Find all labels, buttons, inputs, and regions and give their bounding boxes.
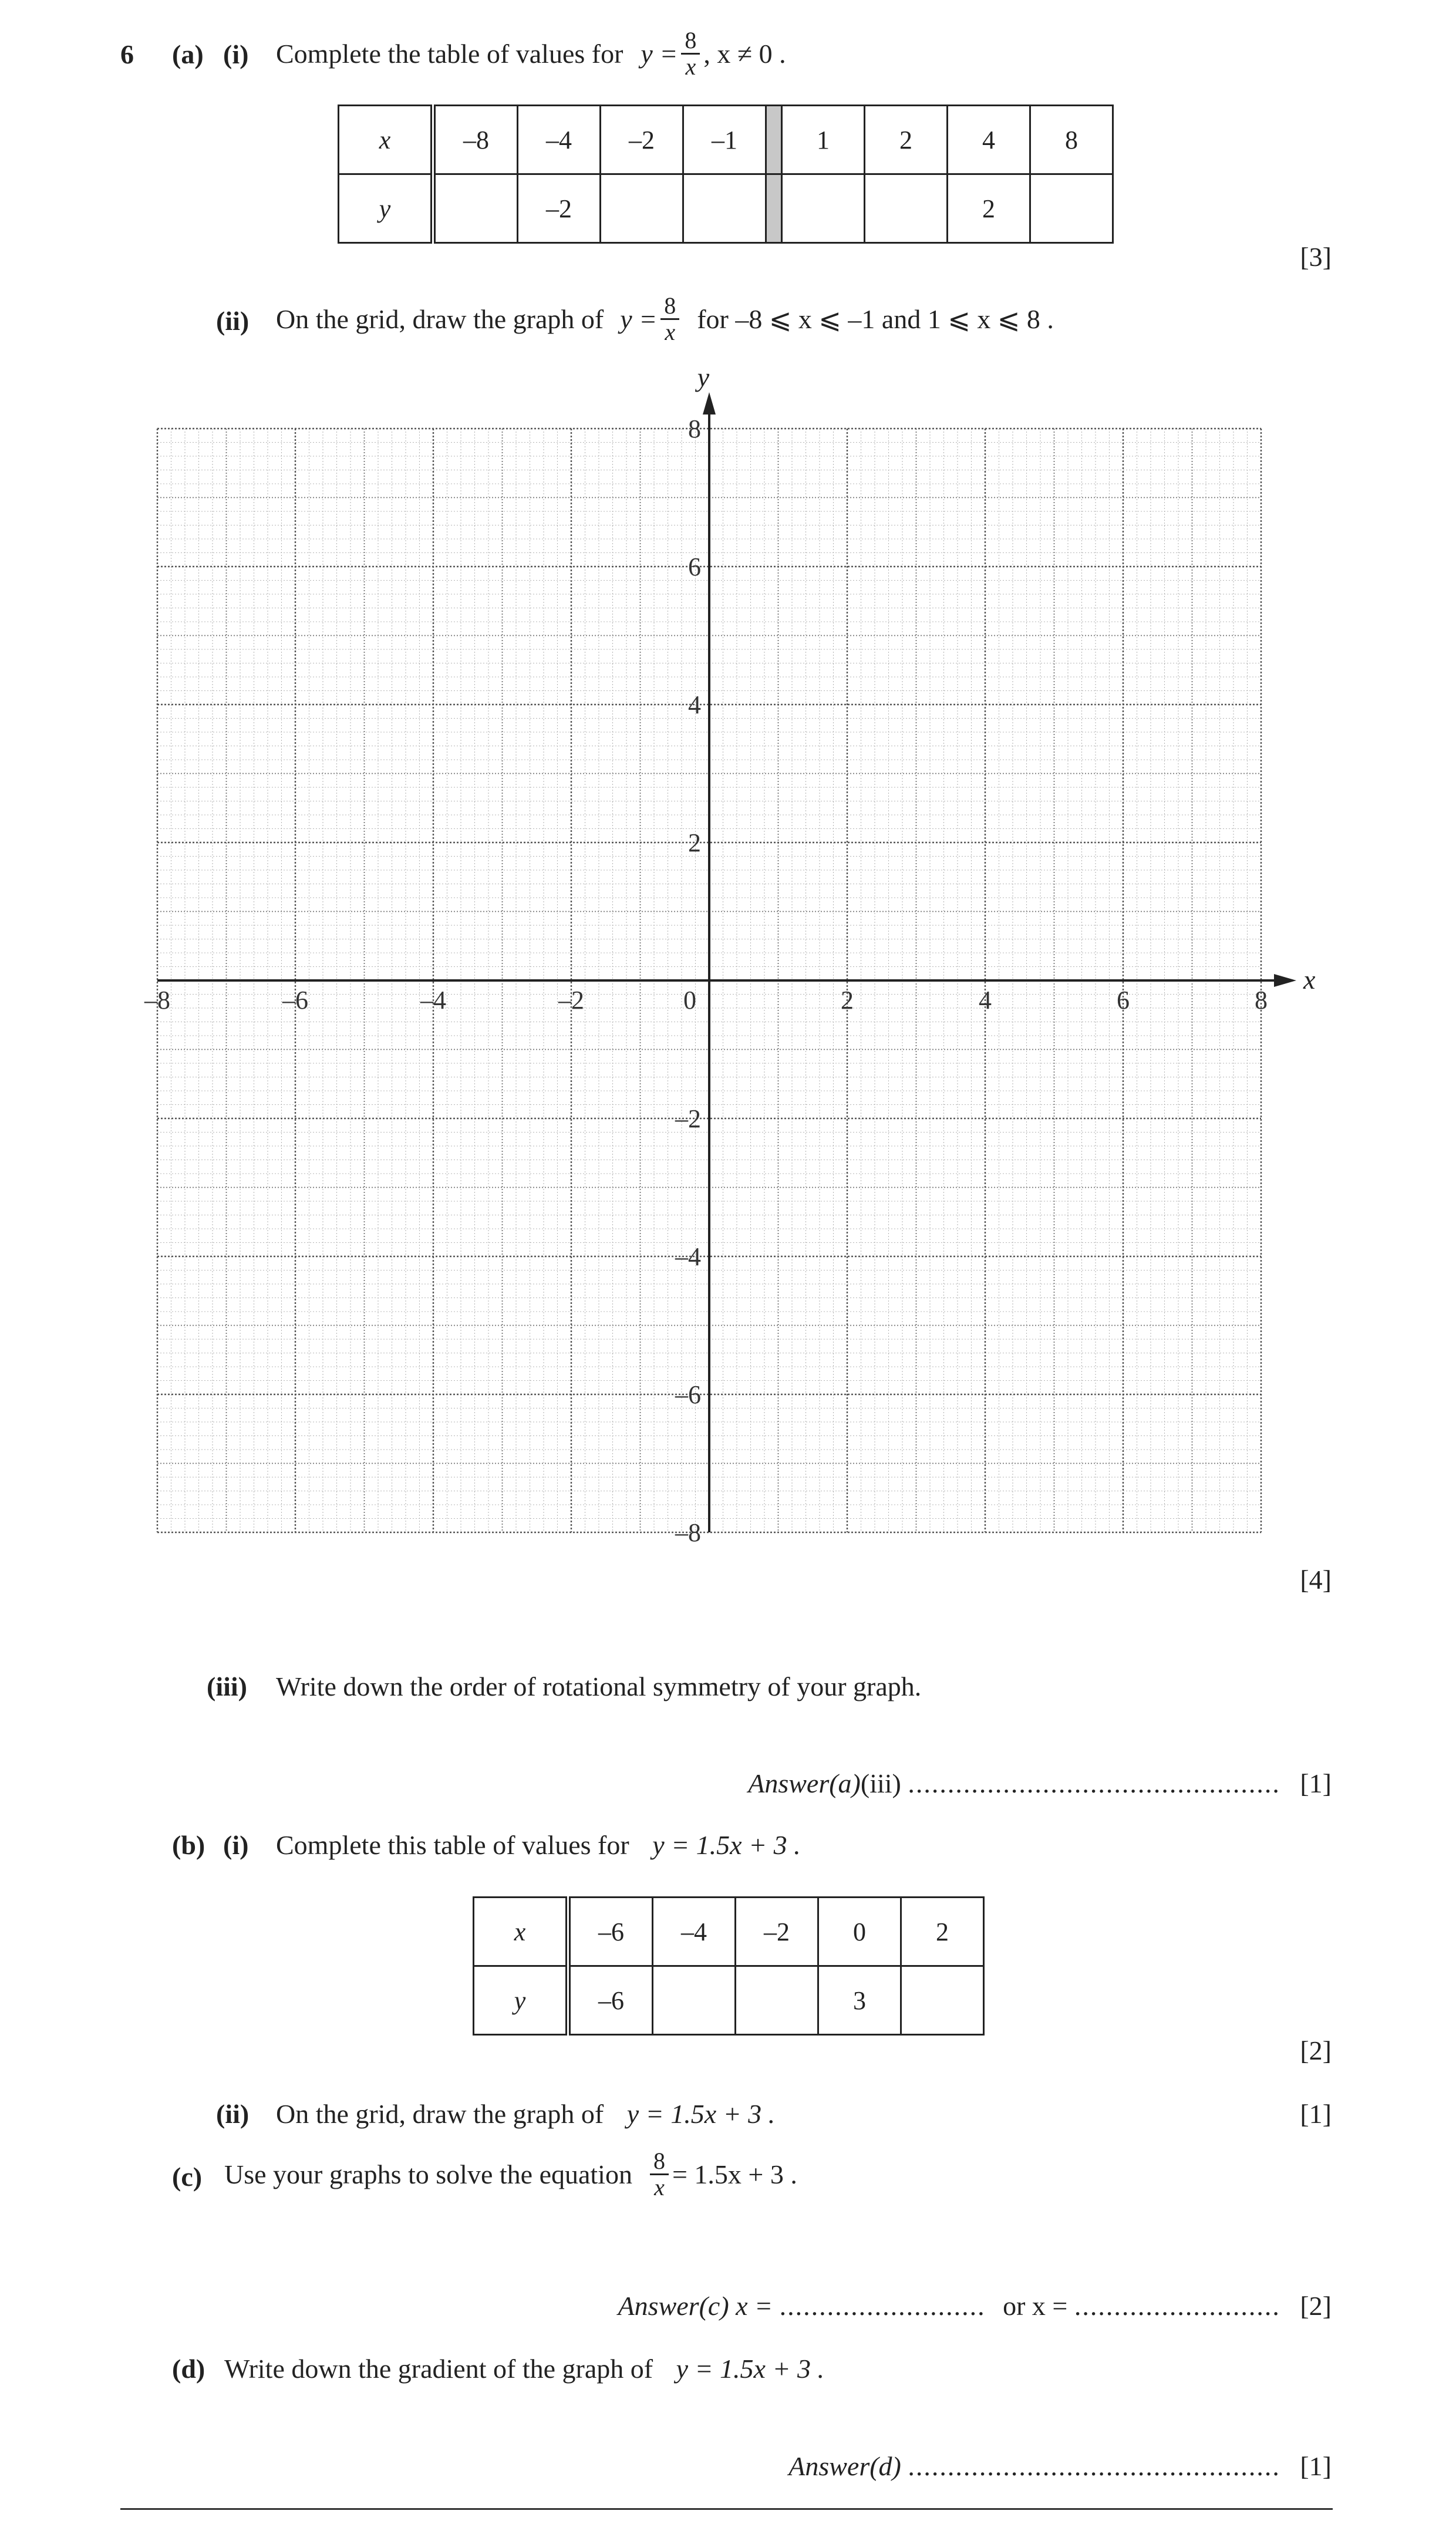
fraction-8-over-x: $\frac{8}{x}$ [660,294,679,345]
axes [157,392,1296,1532]
marks-b-ii: [1] [1300,2099,1332,2129]
table-cell-x: 2 [865,106,948,174]
answer-d-line[interactable]: ............................................... [908,2451,1280,2481]
table-header-x: x [474,1898,568,1966]
part-a-i-eq-lhs: y = [641,38,678,69]
y-axis-label: y [697,362,710,392]
part-b-i-equation: y = 1.5x + 3 . [652,1830,801,1860]
part-a-i-label: (i) [223,39,249,69]
answer-c-or: or x = [1003,2291,1068,2321]
answer-a-iii [748,1770,1332,1797]
y-tick-label: 6 [688,552,701,581]
table-cell-x: –1 [683,106,766,174]
part-c-prompt [224,2149,797,2200]
answer-c-line-1[interactable]: .......................... [779,2291,986,2321]
y-tick-label: –4 [675,1242,701,1271]
part-b-ii-prompt [276,2101,775,2128]
x-tick-label: 4 [979,986,992,1015]
fraction-8-over-x: $\frac{8}{x}$ [650,2149,669,2200]
part-a-ii-label: (ii) [216,306,250,336]
question-number: 6 [120,39,134,69]
answer-d-label: Answer(d) [788,2451,901,2481]
part-b-i-label: (i) [223,1830,249,1860]
y-tick-label: –8 [675,1518,701,1547]
part-b-ii-text: On the grid, draw the graph of [276,2099,604,2129]
table-row-x [474,1898,984,1966]
table-cell-x: –2 [736,1898,818,1966]
table-cell-x: 8 [1030,106,1113,174]
part-b-i-text: Complete this table of values for [276,1830,629,1860]
part-b-ii-label: (ii) [216,2099,250,2129]
x-tick-label: 6 [1117,986,1130,1015]
marks-a-i: [3] [1300,242,1332,272]
part-b-label: (b) [172,1830,205,1860]
part-a-i-condition: , x ≠ 0 . [703,38,786,69]
tick-labels [144,362,1316,1547]
part-a-ii-text: On the grid, draw the graph of [276,304,604,334]
answer-c-label: Answer(c) x = [618,2291,773,2321]
marks-a-iii: [1] [1300,1768,1332,1798]
answer-c [618,2293,1332,2320]
part-c-rhs: = 1.5x + 3 . [672,2159,797,2189]
part-a-ii-eq-lhs: y = [620,304,658,334]
answer-c-line-2[interactable]: .......................... [1074,2291,1280,2321]
part-a-i-text: Complete the table of values for [276,38,623,69]
table-cell-x: 0 [818,1898,901,1966]
x-tick-label: –4 [420,986,446,1015]
part-a-label: (a) [172,39,204,69]
part-c-label: (c) [172,2162,203,2192]
table-header-y: y [339,174,433,243]
part-a-iii-label: (iii) [207,1671,247,1701]
table-cell-x: 4 [948,106,1030,174]
table-row-y [474,1966,984,2035]
table-cell-x: –4 [653,1898,736,1966]
table-cell-y[interactable] [653,1966,736,2035]
answer-a-label: Answer(a) [748,1768,861,1798]
y-tick-label: 4 [688,690,701,719]
table-cell-x: 1 [782,106,865,174]
marks-c: [2] [1300,2291,1332,2321]
answer-d [788,2453,1332,2480]
table-header-x: x [339,106,433,174]
part-b-i-prompt [276,1832,801,1859]
marks-d: [1] [1300,2451,1332,2481]
table-cell-y[interactable] [901,1966,984,2035]
part-b-ii-equation: y = 1.5x + 3 . [626,2099,776,2129]
x-tick-label: 0 [683,986,696,1015]
part-a-ii-domain: for –8 ⩽ x ⩽ –1 and 1 ⩽ x ⩽ 8 . [697,304,1054,334]
x-tick-label: 8 [1255,986,1268,1015]
table-cell-x: –8 [433,106,518,174]
y-tick-label: 8 [688,414,701,443]
table-cell-x: –6 [568,1898,653,1966]
part-d-label: (d) [172,2354,205,2384]
table-cell-y[interactable] [736,1966,818,2035]
table-header-y: y [474,1966,568,2035]
y-tick-label: –2 [675,1104,701,1133]
part-a-iii-text: Write down the order of rotational symmetry of your graph. [276,1671,922,1701]
page-bottom-rule [120,2508,1333,2510]
x-tick-label: –6 [282,986,308,1015]
table-cell-y[interactable]: 2 [948,174,1030,243]
marks-a-ii: [4] [1300,1565,1332,1595]
x-tick-label: –8 [144,986,170,1015]
part-d-text: Write down the gradient of the graph of [224,2354,653,2384]
y-tick-label: 2 [688,828,701,857]
answer-a-iii-line[interactable]: ............................................... [908,1768,1280,1798]
x-tick-label: 2 [841,986,854,1015]
table-cell-y[interactable]: –2 [518,174,601,243]
x-axis-arrow-icon [1274,974,1296,987]
y-tick-label: –6 [675,1380,701,1409]
table-cell-x: –4 [518,106,601,174]
table-cell-y[interactable]: 3 [818,1966,901,2035]
x-axis-label: x [1303,965,1316,995]
part-c-text: Use your graphs to solve the equation [224,2159,632,2189]
table-cell-x: –2 [601,106,683,174]
table-cell-y[interactable]: –6 [568,1966,653,2035]
y-axis-arrow-icon [703,392,716,414]
fraction-8-over-x: $\frac{8}{x}$ [681,28,700,79]
x-tick-label: –2 [558,986,584,1015]
part-d-equation: y = 1.5x + 3 . [676,2354,824,2384]
answer-a-suffix: (iii) [860,1768,901,1798]
table-cell-x: 2 [901,1898,984,1966]
table-of-values-b [473,1896,985,2036]
marks-b-i: [2] [1300,2036,1332,2065]
part-d-prompt [224,2355,824,2382]
